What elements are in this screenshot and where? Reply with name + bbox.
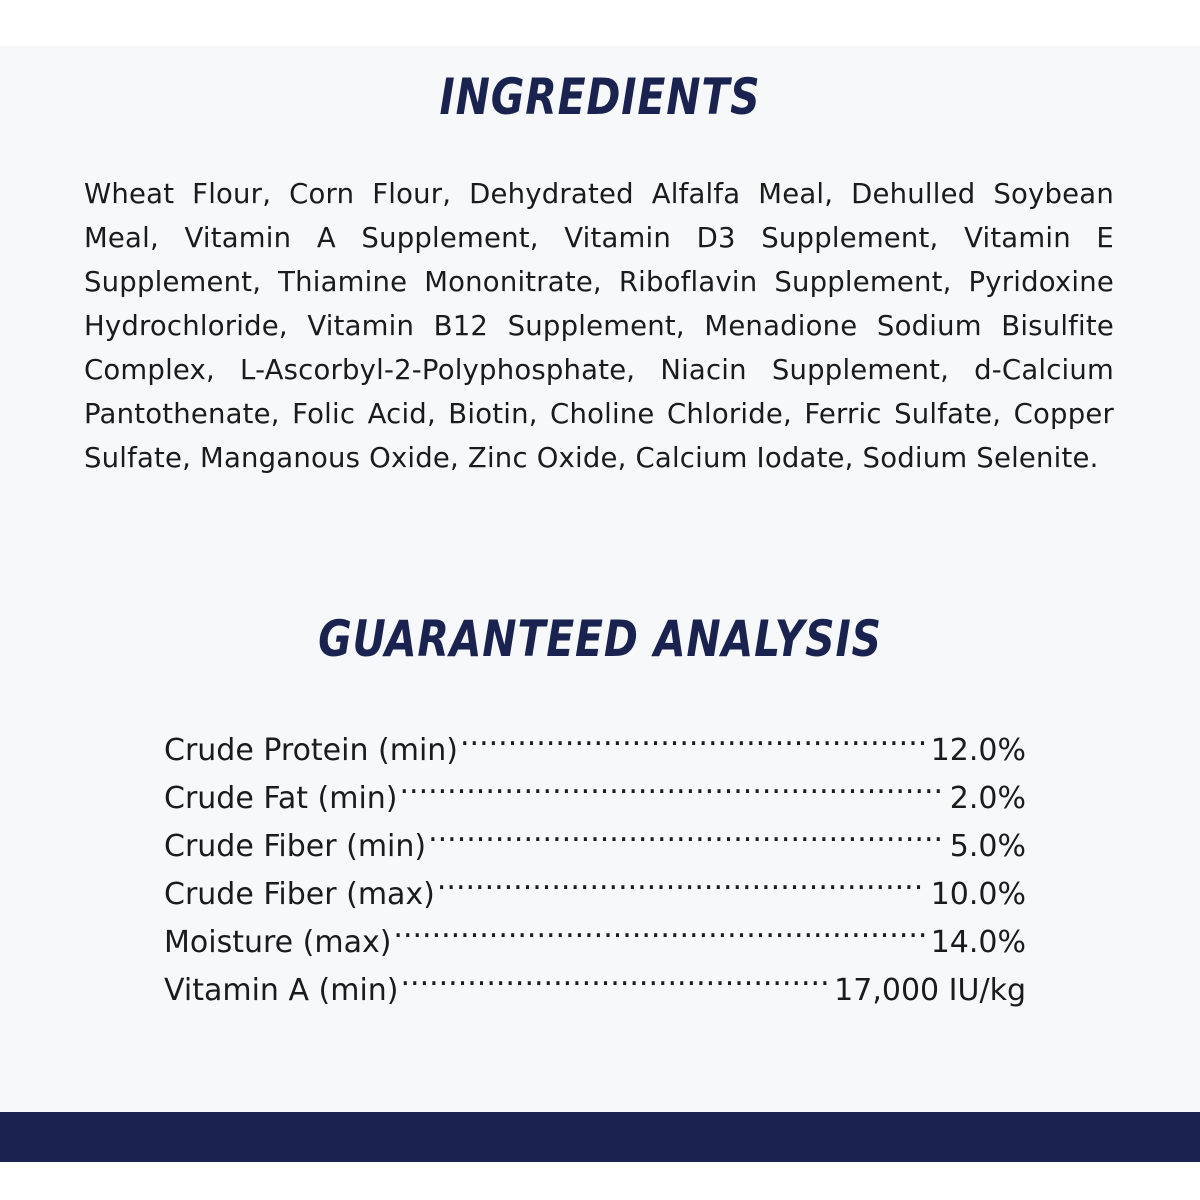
analysis-value: 17,000 IU/kg: [834, 973, 1026, 1008]
analysis-list: [164, 712, 1026, 1008]
dot-leader: [393, 904, 924, 952]
bottom-margin: [0, 1162, 1200, 1200]
ingredients-text: Wheat Flour, Corn Flour, Dehydrated Alfalfa Meal, Dehulled Soybean Meal, Vitamin A Supplement, Vitamin D3 Supplement, Vitamin E Supplement, Thiamine Mononitrate, Riboflavin Supplement, Pyridoxine Hydrochloride, Vitamin B12 Supplement, Menadione Sodium Bisulfite Complex, L-Ascorbyl-2-Polyphosphate, Niacin Supplement, d-Calcium Pantothenate, Folic Acid, Biotin, Choline Chloride, Ferric Sulfate, Copper Sulfate, Manganous Oxide, Zinc Oxide, Calcium Iodate, Sodium Selenite.: [84, 178, 1114, 474]
analysis-label: Crude Fiber (max): [164, 877, 435, 912]
dot-leader: [437, 856, 925, 904]
analysis-value: 12.0%: [930, 733, 1026, 768]
analysis-value: 14.0%: [930, 925, 1026, 960]
analysis-value: 5.0%: [949, 829, 1026, 864]
analysis-row-crude-protein-min: [164, 712, 1026, 768]
analysis-value: 2.0%: [949, 781, 1026, 816]
analysis-value: 10.0%: [930, 877, 1026, 912]
top-margin: [0, 0, 1200, 46]
dot-leader: [400, 760, 944, 808]
analysis-label: Moisture (max): [164, 925, 392, 960]
dot-leader: [401, 952, 829, 1000]
bottom-navy-band: [0, 1112, 1200, 1162]
ingredients-heading: INGREDIENTS: [439, 68, 761, 126]
analysis-label: Crude Protein (min): [164, 733, 459, 768]
dot-leader: [460, 712, 925, 760]
analysis-label: Vitamin A (min): [164, 973, 399, 1008]
analysis-label: Crude Fiber (min): [164, 829, 427, 864]
dot-leader: [428, 808, 944, 856]
guaranteed-analysis-heading: GUARANTEED ANALYSIS: [318, 610, 882, 668]
analysis-label: Crude Fat (min): [164, 781, 398, 816]
